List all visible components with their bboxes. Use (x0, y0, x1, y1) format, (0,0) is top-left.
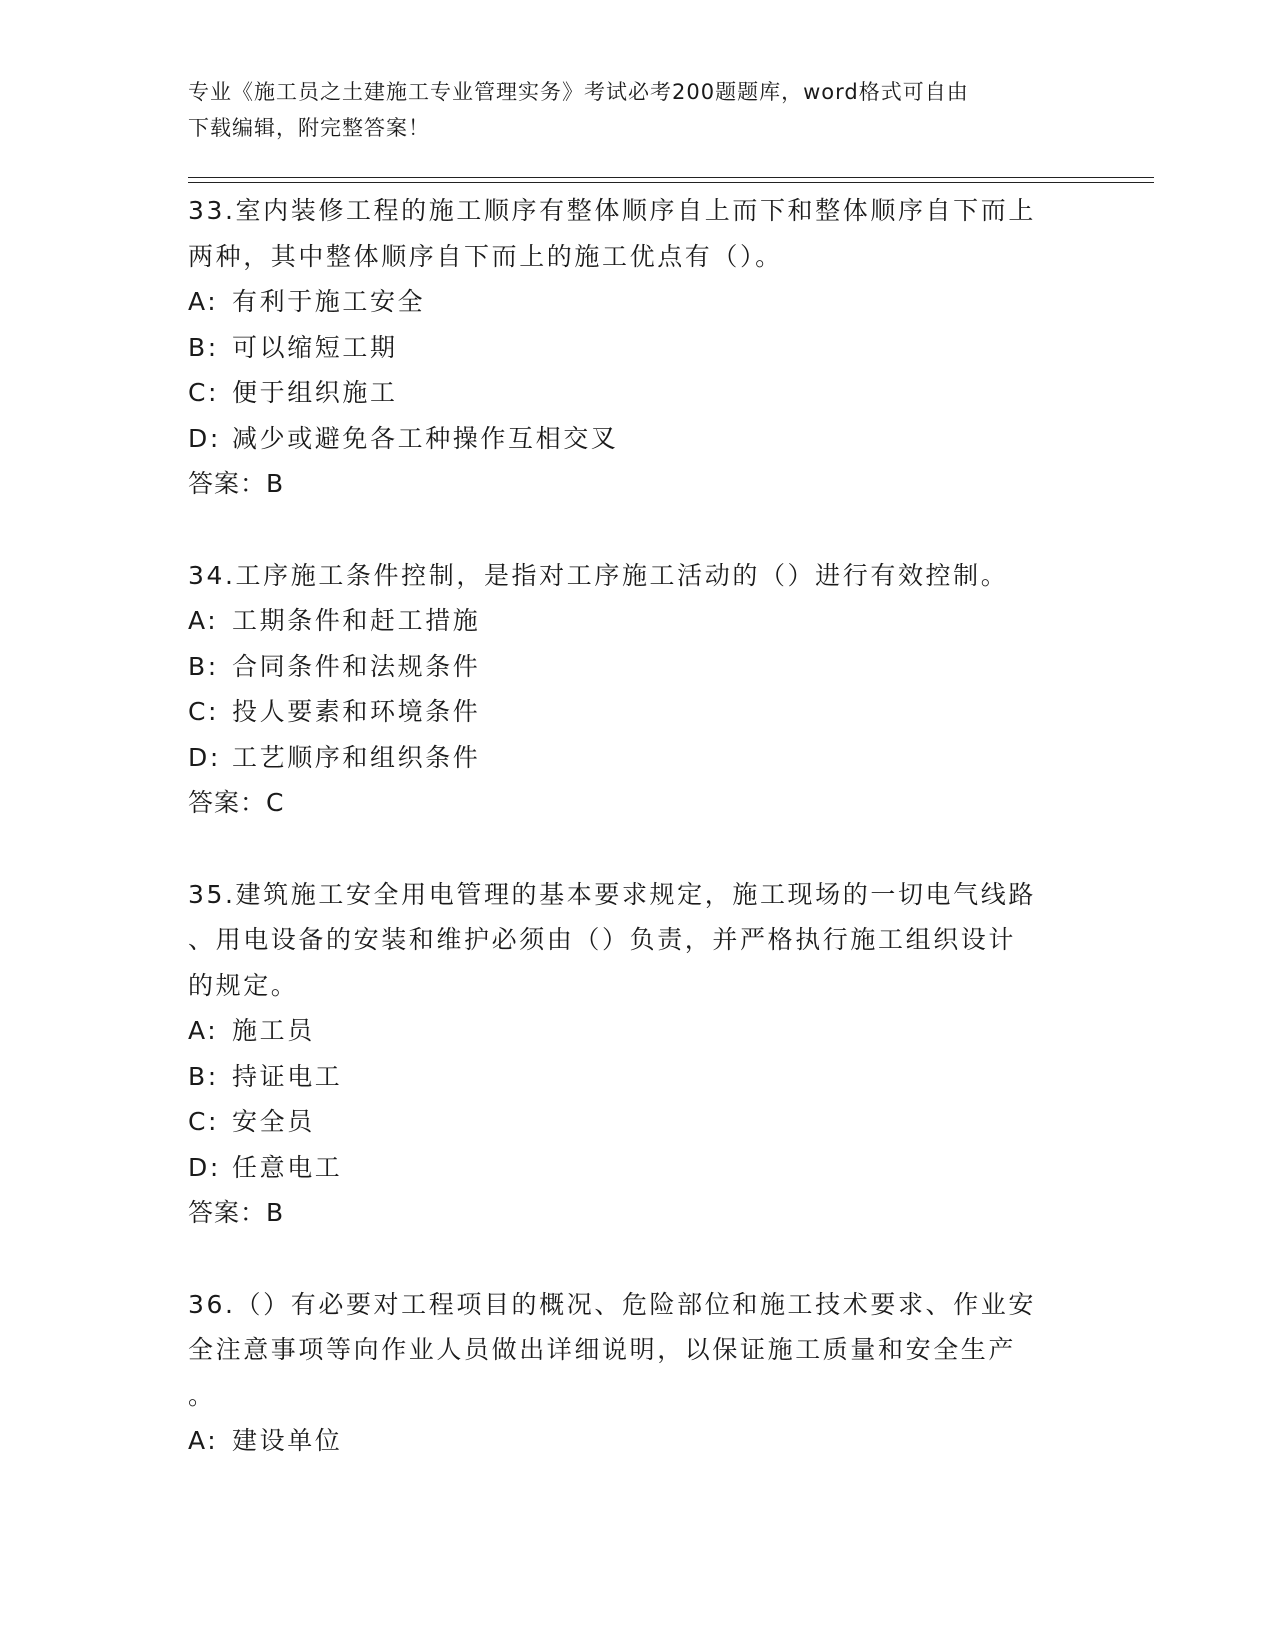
question-stem-line: 全注意事项等向作业人员做出详细说明，以保证施工质量和安全生产 (188, 1335, 1017, 1364)
header-divider-top (188, 177, 1154, 178)
question-34 (188, 553, 1088, 826)
option-key: D: (188, 423, 221, 453)
option-text: 可以缩短工期 (232, 332, 398, 362)
option-key: D: (188, 742, 221, 772)
document-header (188, 74, 1068, 146)
option-key: D: (188, 1152, 221, 1182)
option-text: 工期条件和赶工措施 (232, 606, 481, 635)
question-stem-line: 35.建筑施工安全用电管理的基本要求规定，施工现场的一切电气线路 (188, 879, 1036, 909)
option-d (188, 416, 1088, 462)
option-b (188, 325, 1088, 371)
question-list (188, 188, 1088, 1464)
option-d (188, 735, 1088, 781)
answer-line (188, 1190, 1088, 1236)
question-stem-line: 两种，其中整体顺序自下而上的施工优点有（）。 (188, 241, 783, 271)
option-d (188, 1145, 1088, 1191)
option-text: 安全员 (232, 1107, 315, 1136)
option-text: 便于组织施工 (232, 378, 398, 407)
option-key: C: (188, 697, 220, 726)
option-b (188, 644, 1088, 690)
question-spacer (188, 1236, 1088, 1282)
answer-value: B (266, 469, 285, 498)
option-key: A: (188, 1016, 219, 1045)
option-text: 持证电工 (232, 1061, 343, 1091)
question-stem-line: 36.（）有必要对工程项目的概况、危险部位和施工技术要求、作业安 (188, 1289, 1036, 1319)
option-text: 施工员 (232, 1016, 315, 1045)
option-a (188, 1008, 1088, 1054)
option-a (188, 1418, 1088, 1464)
option-c (188, 1099, 1088, 1145)
question-stem-line: 的规定。 (188, 970, 299, 1000)
option-key: A: (188, 606, 219, 635)
option-text: 减少或避免各工种操作互相交叉 (232, 423, 619, 453)
option-c (188, 370, 1088, 416)
option-text: 任意电工 (232, 1152, 343, 1182)
question-36 (188, 1282, 1088, 1464)
option-key: B: (188, 1061, 219, 1091)
header-line-1: 专业《施工员之土建施工专业管理实务》考试必考200题题库，word格式可自由 (188, 80, 969, 104)
question-stem-line: 34.工序施工条件控制，是指对工序施工活动的（）进行有效控制。 (188, 560, 1009, 590)
answer-label: 答案： (188, 1198, 267, 1227)
header-divider-bottom (188, 182, 1154, 183)
option-text: 工艺顺序和组织条件 (232, 742, 481, 772)
question-spacer (188, 507, 1088, 553)
answer-label: 答案： (188, 469, 267, 498)
answer-line (188, 780, 1088, 826)
header-line-2: 下载编辑，附完整答案！ (188, 116, 430, 140)
option-key: C: (188, 378, 220, 407)
option-b (188, 1054, 1088, 1100)
question-stem-line: 。 (188, 1380, 216, 1410)
question-35 (188, 872, 1088, 1236)
option-text: 合同条件和法规条件 (232, 651, 481, 681)
question-stem-line: 、用电设备的安装和维护必须由（）负责，并严格执行施工组织设计 (188, 925, 1017, 954)
option-text: 建设单位 (232, 1426, 343, 1455)
option-a (188, 598, 1088, 644)
option-text: 有利于施工安全 (232, 287, 426, 316)
option-a (188, 279, 1088, 325)
question-33 (188, 188, 1088, 507)
option-key: B: (188, 332, 219, 362)
option-key: C: (188, 1107, 220, 1136)
option-c (188, 689, 1088, 735)
answer-value: C (266, 788, 285, 817)
answer-label: 答案： (188, 788, 267, 817)
option-key: A: (188, 287, 219, 316)
answer-value: B (266, 1198, 285, 1227)
option-key: B: (188, 651, 219, 681)
option-key: A: (188, 1426, 219, 1455)
question-stem-line: 33.室内装修工程的施工顺序有整体顺序自上而下和整体顺序自下而上 (188, 196, 1036, 225)
question-spacer (188, 826, 1088, 872)
answer-line (188, 461, 1088, 507)
option-text: 投人要素和环境条件 (232, 697, 481, 726)
